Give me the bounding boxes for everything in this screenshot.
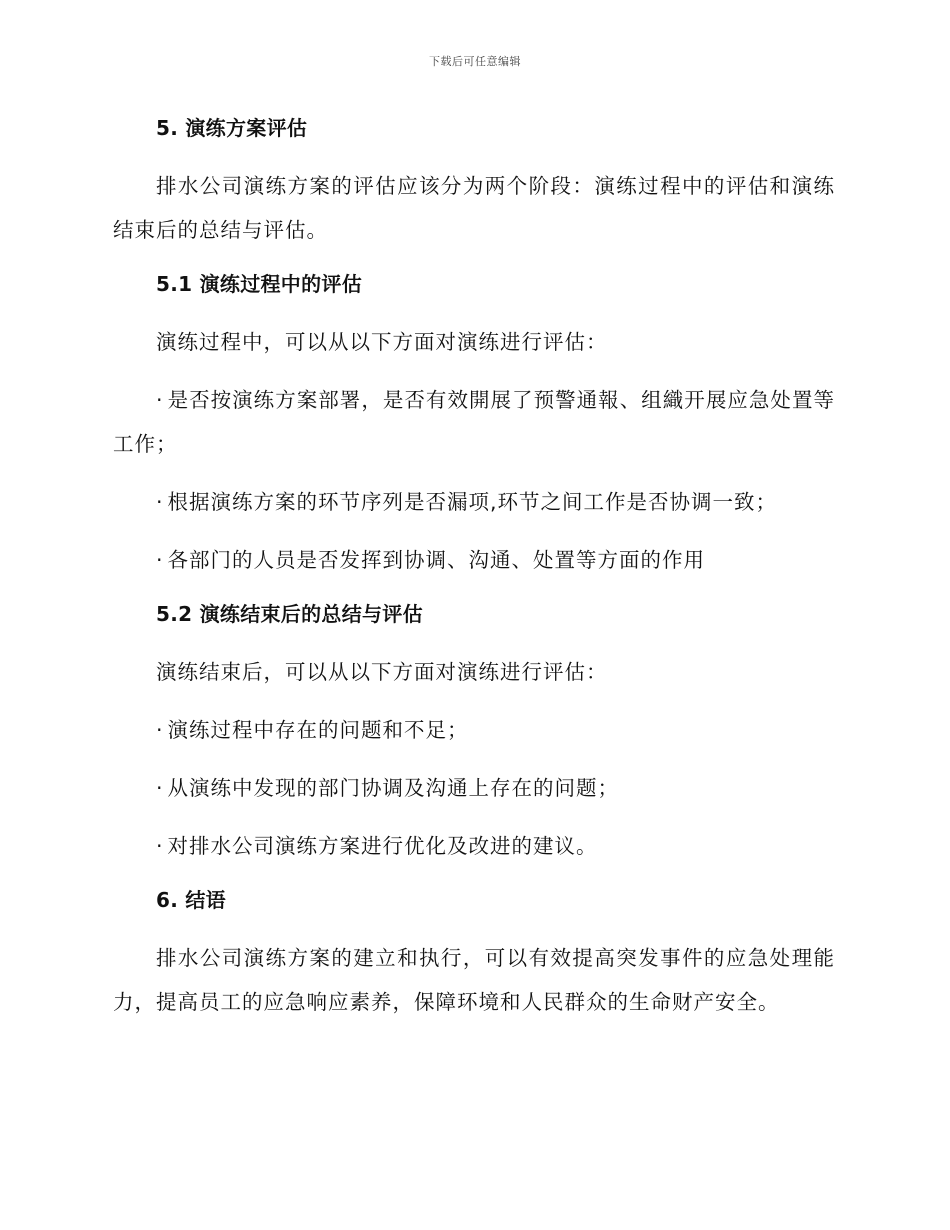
page-header: 下载后可任意编辑 [429,55,521,68]
section-5-1-intro: 演练过程中，可以从以下方面对演练进行评估： [156,330,608,354]
section-6-body: 排水公司演练方案的建立和执行，可以有效提高突发事件的应急处理能力，提高员工的应急响应素养，保障环境和人民群众的生命财产安全。 [113,946,835,1014]
list-item-text: 各部门的人员是否发挥到协调、沟通、处置等方面的作用 [167,548,706,572]
list-item [113,708,835,752]
list-item-text: 是否按演练方案部署，是否有效開展了预警通報、组織开展应急处置等工作； [113,388,835,456]
list-item [113,824,835,868]
list-item [113,538,835,582]
section-5-heading: 5. 演练方案评估 [156,116,308,140]
bullet-icon: · [156,776,164,800]
list-item-text: 根据演练方案的环节序列是否漏项,环节之间工作是否协调一致； [167,490,778,514]
list-item-text: 对排水公司演练方案进行优化及改进的建议。 [167,834,598,858]
bullet-icon: · [156,718,164,742]
section-5-2-intro: 演练结束后，可以从以下方面对演练进行评估： [156,660,608,684]
section-5-2-heading: 5.2 演练结束后的总结与评估 [156,602,423,626]
section-5-intro: 排水公司演练方案的评估应该分为两个阶段：演练过程中的评估和演练结束后的总结与评估。 [113,174,835,242]
bullet-icon: · [156,834,164,858]
section-5-1-heading: 5.1 演练过程中的评估 [156,272,362,296]
list-item-text: 从演练中发现的部门协调及沟通上存在的问题； [167,776,620,800]
list-item [113,480,835,524]
list-item [113,378,835,466]
bullet-icon: · [156,490,164,514]
bullet-icon: · [156,548,164,572]
section-6-heading: 6. 结语 [156,888,226,912]
list-item-text: 演练过程中存在的问题和不足； [167,718,469,742]
document-body [113,110,835,1038]
bullet-icon: · [156,388,164,412]
list-item [113,766,835,810]
